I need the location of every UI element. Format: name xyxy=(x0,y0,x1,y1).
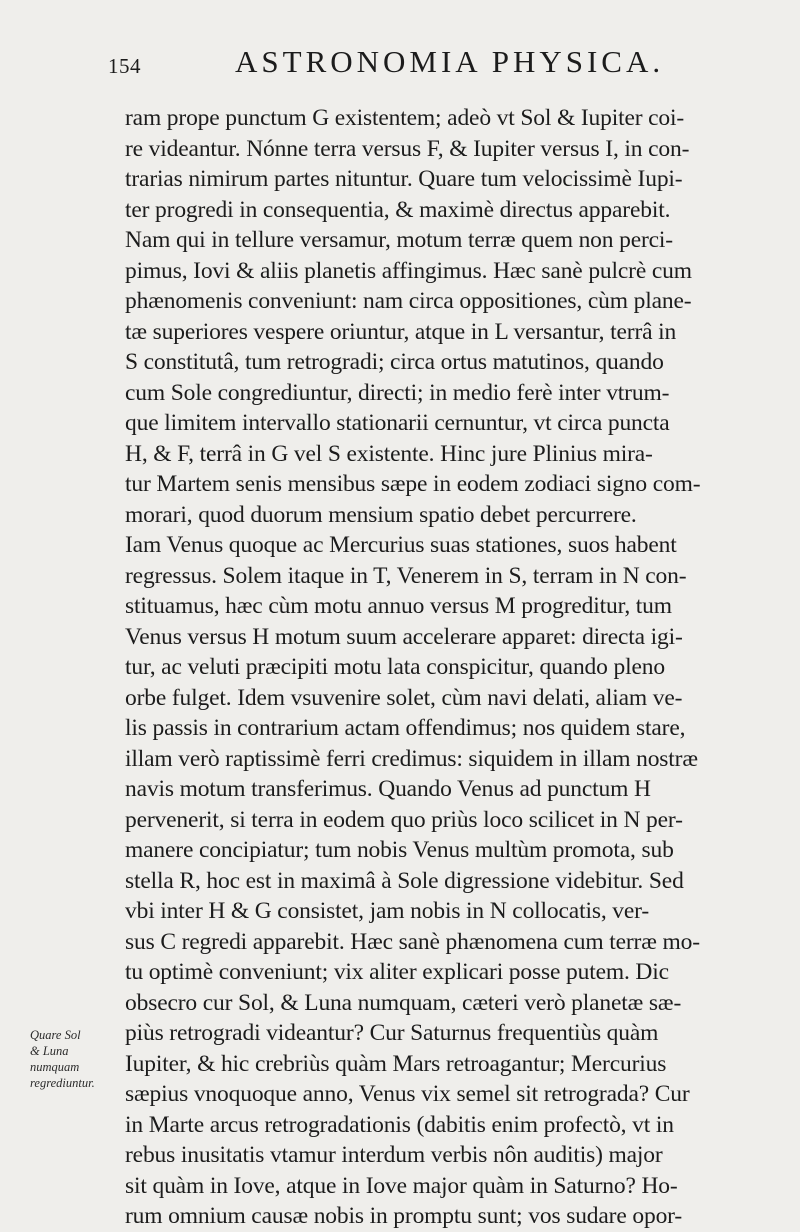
margin-note-line-3: numquam xyxy=(30,1060,80,1074)
text-line-6: pimus, Iovi & aliis planetis affingimus. Hæc sanè pulcrè cum xyxy=(125,257,692,284)
text-line-15: Iam Venus quoque ac Mercurius suas stationes, suos habent xyxy=(125,532,677,558)
text-line-16: regressus. Solem itaque in T, Venerem in S, terram in N con- xyxy=(125,562,687,589)
text-line-32: Iupiter, & hic crebriùs quàm Mars retroagantur; Mercurius xyxy=(125,1050,667,1077)
text-line-28: sus C regredi apparebit. Hæc sanè phænomena cum terræ mo- xyxy=(125,928,700,955)
text-line-9: S constitutâ, tum retrogradi; circa ortus matutinos, quando xyxy=(125,349,664,375)
text-line-18: Venus versus H motum suum accelerare apparet: directa igi- xyxy=(125,623,683,650)
text-line-2: re videantur. Nónne terra versus F, & Iupiter versus I, in con- xyxy=(125,135,690,162)
page-number: 154 xyxy=(108,54,141,78)
text-line-30: obsecro cur Sol, & Luna numquam, cæteri verò planetæ sæ- xyxy=(125,989,682,1016)
text-line-10: cum Sole congrediuntur, directi; in medio ferè inter vtrum- xyxy=(125,379,670,406)
text-line-34: in Marte arcus retrogradationis (dabitis enim profectò, vt in xyxy=(125,1111,674,1138)
margin-note-line-4: regrediuntur. xyxy=(30,1076,95,1090)
running-title: ASTRONOMIA PHYSICA. xyxy=(235,44,665,79)
text-line-33: sæpius vnoquoque anno, Venus vix semel sit retrograda? Cur xyxy=(125,1081,690,1107)
body-text xyxy=(125,103,775,1232)
text-line-27: vbi inter H & G consistet, jam nobis in N collocatis, ver- xyxy=(125,898,650,924)
text-line-29: tu optimè conveniunt; vix aliter explicari posse putem. Dic xyxy=(125,959,669,985)
text-line-20: orbe fulget. Idem vsuvenire solet, cùm navi delati, aliam ve- xyxy=(125,684,683,711)
text-line-24: pervenerit, si terra in eodem quo priùs loco scilicet in N per- xyxy=(125,806,683,833)
text-line-19: tur, ac veluti præcipiti motu lata conspicitur, quando pleno xyxy=(125,654,665,680)
text-line-13: tur Martem senis mensibus sæpe in eodem zodiaci signo com- xyxy=(125,471,701,497)
text-line-21: lis passis in contrarium actam offendimus; nos quidem stare, xyxy=(125,715,686,741)
page-header xyxy=(108,44,768,84)
text-line-17: stituamus, hæc cùm motu annuo versus M progreditur, tum xyxy=(125,593,672,619)
margin-note xyxy=(30,1027,122,1091)
text-line-4: ter progredi in consequentia, & maximè directus apparebit. xyxy=(125,196,671,223)
margin-note-line-2: & Luna xyxy=(30,1044,69,1058)
text-line-23: navis motum transferimus. Quando Venus ad punctum H xyxy=(125,776,651,802)
text-line-37: rum omnium causæ nobis in promptu sunt; vos sudare opor- xyxy=(125,1203,683,1229)
text-line-26: stella R, hoc est in maximâ à Sole digressione videbitur. Sed xyxy=(125,867,684,894)
text-line-36: sit quàm in Iove, atque in Iove major quàm in Saturno? Ho- xyxy=(125,1172,678,1199)
text-line-12: H, & F, terrâ in G vel S existente. Hinc jure Plinius mira- xyxy=(125,440,653,467)
text-line-5: Nam qui in tellure versamur, motum terræ quem non perci- xyxy=(125,227,673,253)
margin-note-line-1: Quare Sol xyxy=(30,1028,81,1042)
text-line-7: phænomenis conveniunt: nam circa oppositiones, cùm plane- xyxy=(125,288,692,314)
text-line-3: trarias nimirum partes nituntur. Quare tum velocissimè Iupi- xyxy=(125,166,683,192)
text-line-22: illam verò raptissimè ferri credimus: siquidem in illam nostræ xyxy=(125,745,698,772)
text-line-14: morari, quod duorum mensium spatio debet percurrere. xyxy=(125,501,637,528)
text-line-35: rebus inusitatis vtamur interdum verbis nôn auditis) major xyxy=(125,1142,663,1168)
text-line-8: tæ superiores vespere oriuntur, atque in L versantur, terrâ in xyxy=(125,318,677,345)
text-line-11: que limitem intervallo stationarii cernuntur, vt circa puncta xyxy=(125,410,670,436)
text-line-25: manere concipiatur; tum nobis Venus multùm promota, sub xyxy=(125,837,674,863)
text-line-31: piùs retrogradi videantur? Cur Saturnus frequentiùs quàm xyxy=(125,1020,659,1046)
text-line-1: ram prope punctum G existentem; adeò vt Sol & Iupiter coi- xyxy=(125,105,685,131)
